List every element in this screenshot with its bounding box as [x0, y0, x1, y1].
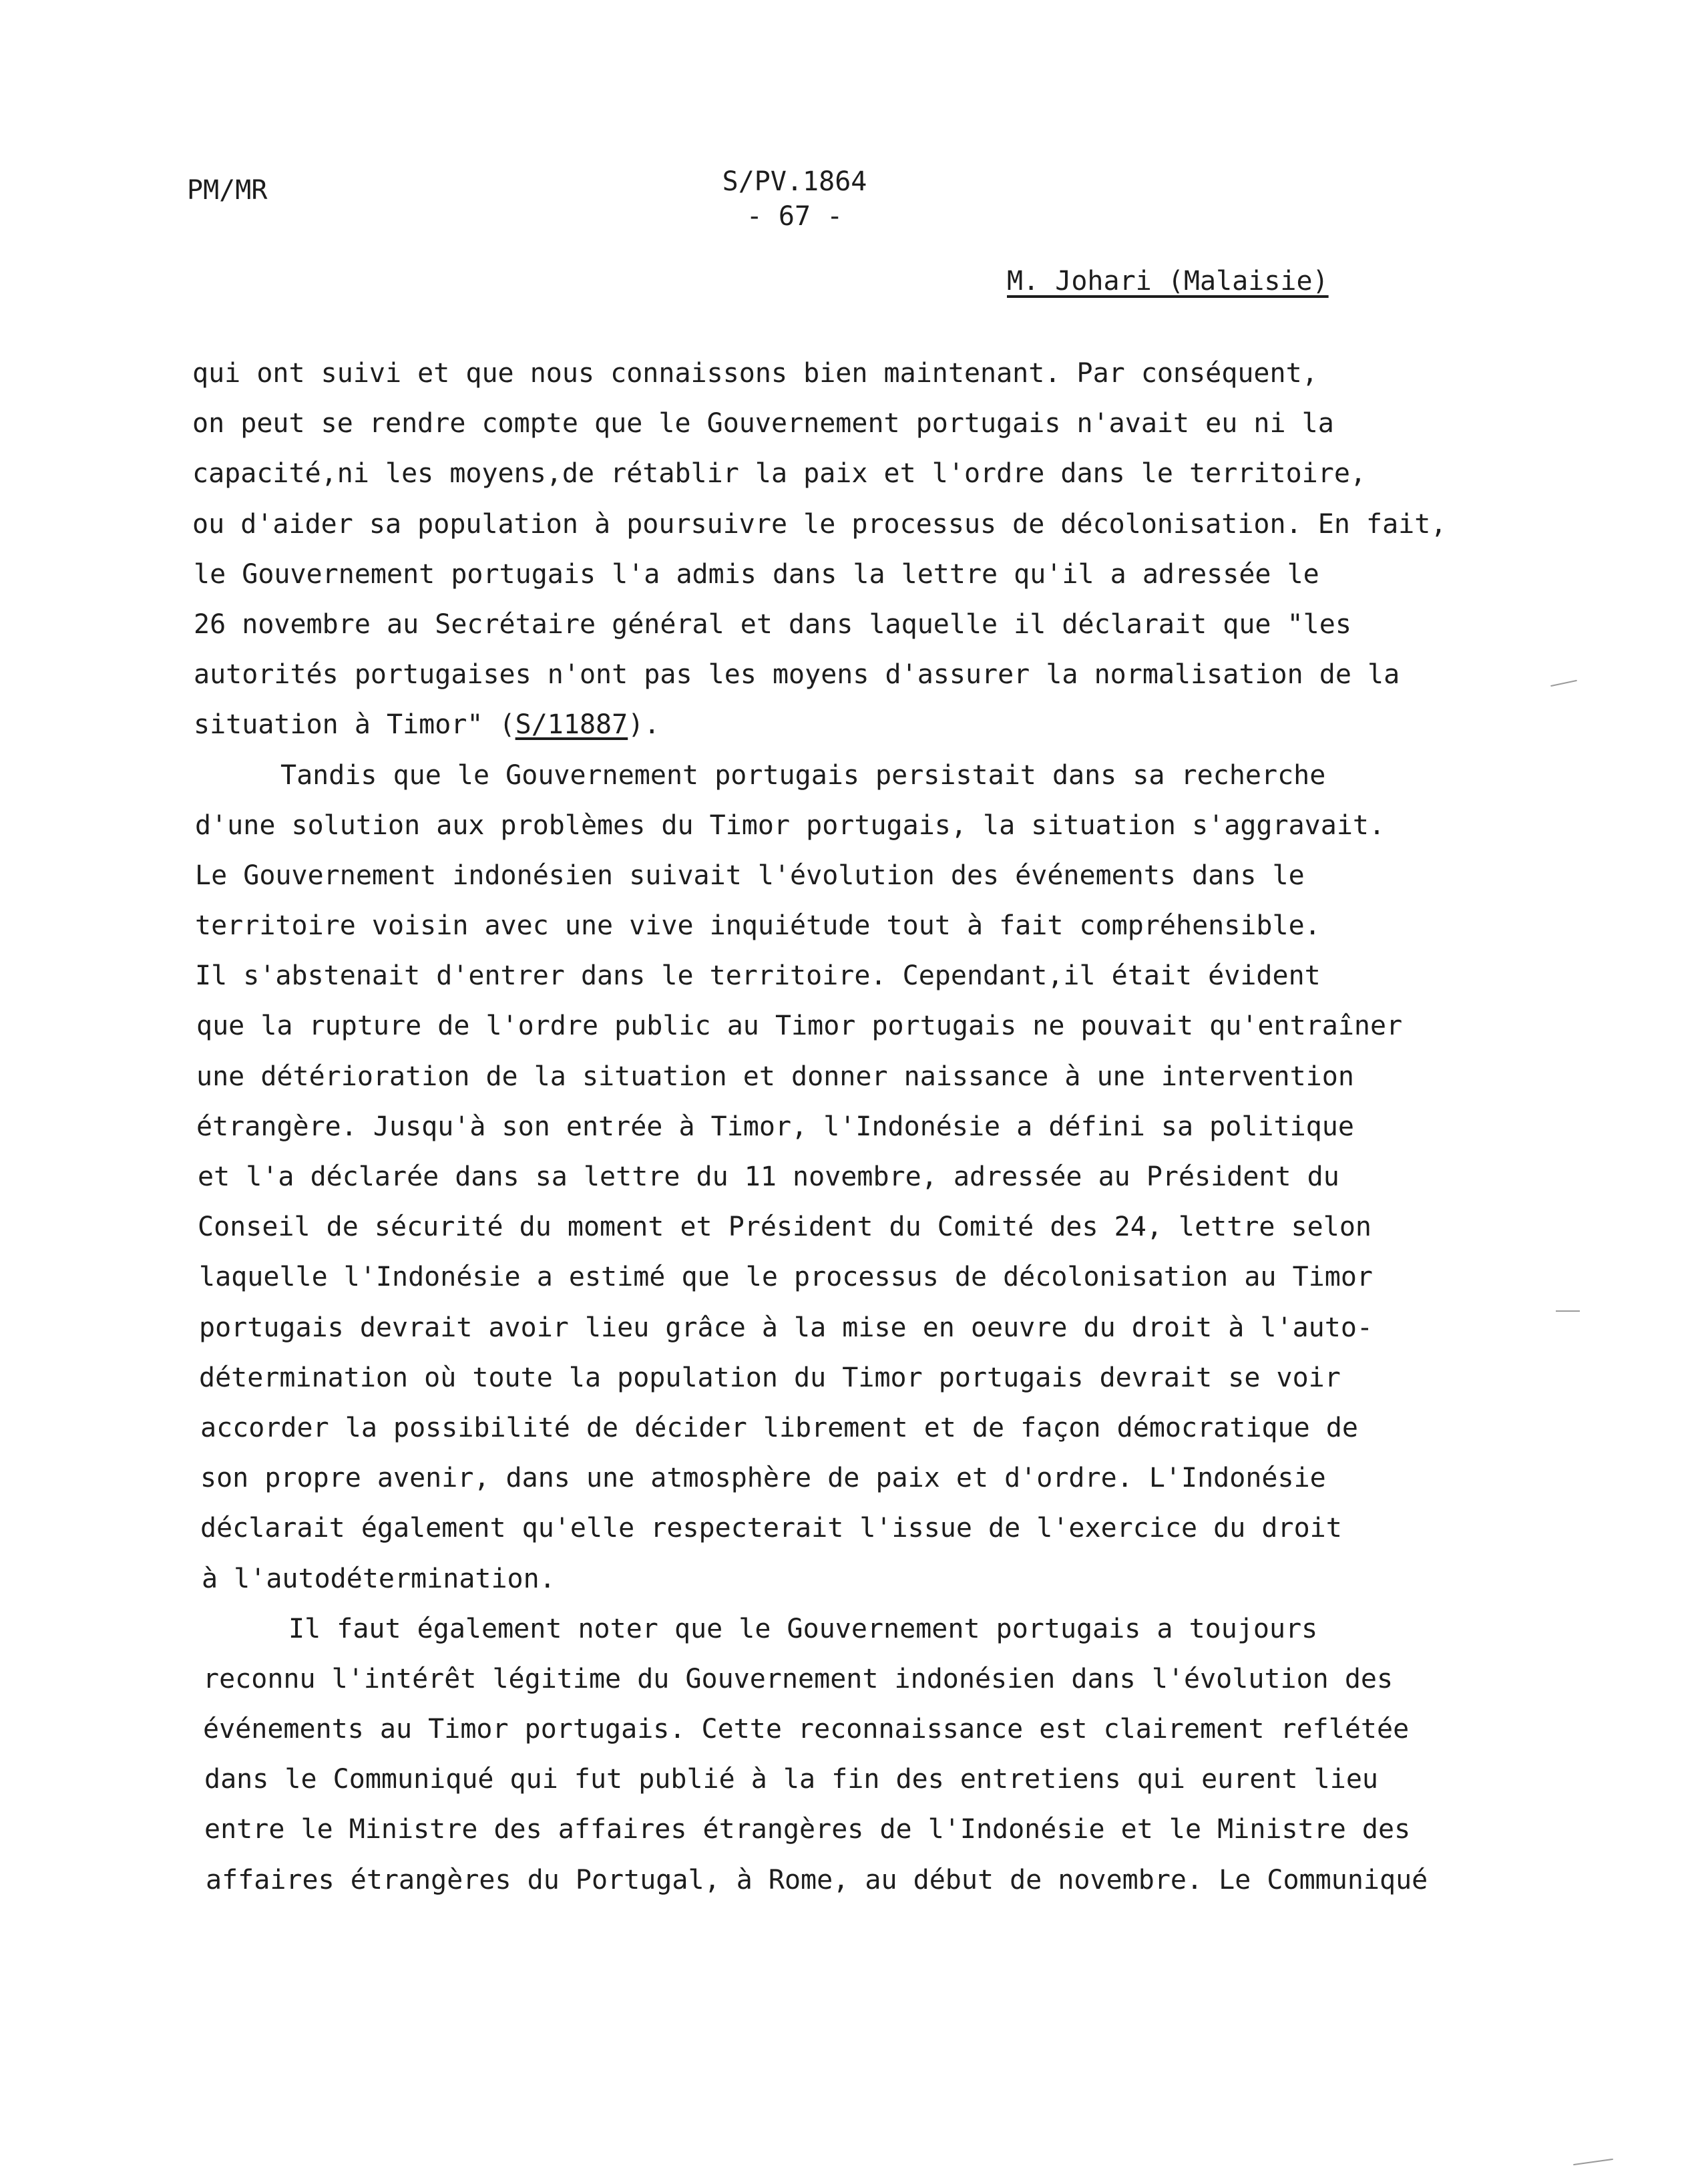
text-line: le Gouvernement portugais l'a admis dans la lettre qu'il a adressée le	[194, 558, 1319, 590]
text-line: portugais devrait avoir lieu grâce à la mise en oeuvre du droit à l'auto-	[199, 1312, 1373, 1343]
text-line: d'une solution aux problèmes du Timor portugais, la situation s'aggravait.	[195, 809, 1386, 841]
margin-mark	[1573, 2159, 1613, 2165]
document-reference: S/11887	[515, 709, 628, 741]
header-center	[694, 164, 895, 234]
text-line	[194, 700, 1501, 750]
text-line: qui ont suivi et que nous connaissons bien maintenant. Par conséquent,	[192, 358, 1318, 389]
text-line: ou d'aider sa population à poursuivre le processus de décolonisation. En fait,	[192, 508, 1447, 540]
text-line: capacité,ni les moyens,de rétablir la paix et l'ordre dans le territoire,	[192, 458, 1366, 490]
margin-mark	[1550, 680, 1577, 687]
text-line: déclarait également qu'elle respecterait l'issue de l'exercice du droit	[200, 1513, 1342, 1544]
text-line-ref: situation à Timor" (S/11887).	[194, 709, 660, 741]
document-symbol: S/PV.1864	[722, 166, 867, 197]
text-line: affaires étrangères du Portugal, à Rome, au début de novembre. Le Communiqué	[206, 1864, 1428, 1895]
text-line: détermination où toute la population du Timor portugais devrait se voir	[199, 1362, 1341, 1393]
text-line: 26 novembre au Secrétaire général et dans laquelle il déclarait que "les	[194, 608, 1351, 640]
text-line: une détérioration de la situation et donner naissance à une intervention	[196, 1061, 1354, 1092]
text-line: Le Gouvernement indonésien suivait l'évolution des événements dans le	[195, 860, 1305, 891]
text-line: accorder la possibilité de décider librement et de façon démocratique de	[200, 1412, 1358, 1443]
body-text	[192, 349, 1501, 1905]
text-line: à l'autodétermination.	[202, 1563, 556, 1594]
paragraph-start-line: Il faut également noter que le Gouvernement portugais a toujours	[288, 1613, 1318, 1644]
text-line: reconnu l'intérêt légitime du Gouvernement indonésien dans l'évolution des	[203, 1663, 1394, 1694]
text-line: autorités portugaises n'ont pas les moyens d'assurer la normalisation de la	[194, 659, 1400, 691]
speaker-name: M. Johari (Malaisie)	[1007, 266, 1329, 297]
text-line: Conseil de sécurité du moment et Président du Comité des 24, lettre selon	[198, 1212, 1372, 1243]
page-number: - 67 -	[746, 201, 843, 232]
text-line: son propre avenir, dans une atmosphère de paix et d'ordre. L'Indonésie	[200, 1463, 1326, 1494]
text-line: territoire voisin avec une vive inquiétude tout à fait compréhensible.	[195, 910, 1321, 942]
paragraph-start-line: Tandis que le Gouvernement portugais persistait dans sa recherche	[280, 759, 1326, 791]
header-initials: PM/MR	[187, 175, 268, 206]
text-line: que la rupture de l'ordre public au Timor portugais ne pouvait qu'entraîner	[196, 1011, 1403, 1042]
text-line: Il s'abstenait d'entrer dans le territoire. Cependant,il était évident	[195, 960, 1321, 992]
text-line: événements au Timor portugais. Cette reconnaissance est clairement reflétée	[203, 1714, 1410, 1745]
text-line: laquelle l'Indonésie a estimé que le processus de décolonisation au Timor	[199, 1262, 1373, 1293]
text-line: entre le Ministre des affaires étrangères de l'Indonésie et le Ministre des	[204, 1814, 1411, 1845]
text-line: et l'a déclarée dans sa lettre du 11 novembre, adressée au Président du	[198, 1161, 1339, 1192]
text-line: dans le Communiqué qui fut publié à la fin des entretiens qui eurent lieu	[204, 1764, 1378, 1795]
margin-mark	[1556, 1310, 1580, 1312]
text-line: on peut se rendre compte que le Gouvernement portugais n'avait eu ni la	[192, 408, 1334, 439]
text-line: étrangère. Jusqu'à son entrée à Timor, l'Indonésie a défini sa politique	[196, 1111, 1354, 1142]
